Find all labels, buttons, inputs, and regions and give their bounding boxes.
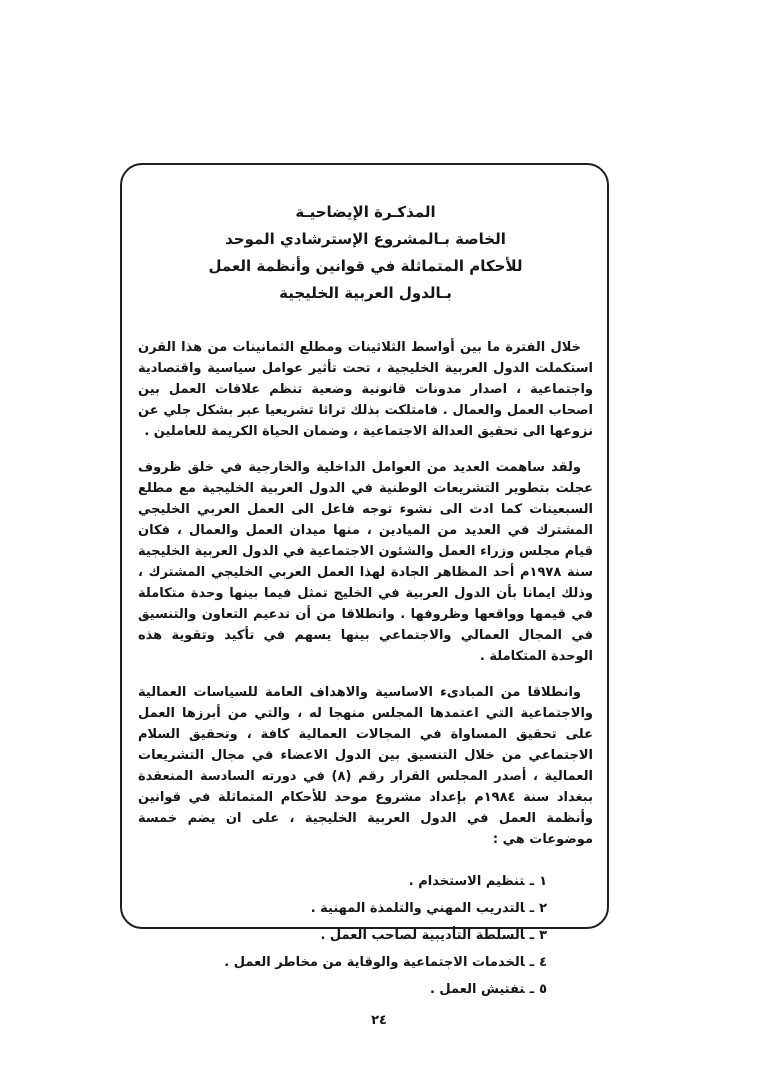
- memo-title: [138, 199, 593, 307]
- list-item-text: تفتيش العمل .: [429, 982, 525, 997]
- list-item: [138, 895, 547, 922]
- list-item: [138, 922, 547, 949]
- paragraph-1: خلال الفترة ما بين أواسط الثلاثينات ومطلع الثمانينات من هذا القرن استكملت الدول العربية الخليجية ، تحت تأثير عوامل سياسية واقتصادية واجتماعية ، اصدار مدونات قانونية وضعية تنظم علاقات العمل بين اصحاب العمل والعمال . فامتلكت بذلك تراثا تشريعيا عبر بشكل جلي عن نزوعها الى تحقيق العدالة الاجتماعية ، وضمان الحياة الكريمة للعاملين .: [138, 340, 593, 439]
- topics-list: [138, 868, 593, 1003]
- list-item-number: ٥: [539, 982, 547, 997]
- memo-body: [138, 337, 593, 1003]
- list-item-dash: ـ: [529, 928, 535, 943]
- memo-title-line-2: الخاصة بـالمشروع الإسترشادي الموحد: [225, 230, 506, 248]
- list-item: [138, 976, 547, 1003]
- list-item-number: ٤: [539, 955, 547, 970]
- list-item: [138, 949, 547, 976]
- list-item-dash: ـ: [529, 874, 535, 889]
- list-item-dash: ـ: [529, 982, 535, 997]
- page-border-frame: [120, 163, 609, 997]
- list-item-text: السلطة التأديبية لصاحب العمل .: [320, 928, 525, 943]
- list-item-number: ١: [539, 874, 547, 889]
- list-item-dash: ـ: [529, 901, 535, 916]
- memo-title-line-4: بـالدول العربية الخليجية: [279, 284, 452, 302]
- list-item-text: التدريب المهني والتلمذة المهنية .: [310, 901, 525, 916]
- memo-title-line-3: للأحكام المتماثلة في قوانين وأنظمة العمل: [208, 257, 523, 275]
- memo-title-line-1: المذكـرة الإيضاحيـة: [295, 203, 436, 221]
- list-item-text: تنظيم الاستخدام .: [408, 874, 525, 889]
- list-item-number: ٢: [539, 901, 547, 916]
- list-item-text: الخدمات الاجتماعية والوقاية من مخاطر العمل .: [224, 955, 525, 970]
- list-item: [138, 868, 547, 895]
- page-number: ٢٤: [371, 1013, 387, 1028]
- paragraph-3: وانطلاقا من المبادىء الاساسية والاهداف العامة للسياسات العمالية والاجتماعية التي اعتمدها المجلس منهجا له ، والتي من أبرزها العمل على تحقيق المساواة في المجالات العمالية كافة ، وتحقيق السلام الاجتماعي من خلال التنسيق بين الدول الاعضاء في مجال التشريعات العمالية ، أصدر المجلس القرار رقم (٨) في دورته السادسة المنعقدة ببغداد سنة ١٩٨٤م بإعداد مشروع موحد للأحكام المتماثلة في قوانين وأنظمة العمل في الدول العربية الخليجية ، على ان يضم خمسة موضوعات هي :: [138, 685, 594, 847]
- list-item-number: ٣: [539, 928, 547, 943]
- paragraph-2: ولقد ساهمت العديد من العوامل الداخلية والخارجية في خلق ظروف عجلت بتطوير التشريعات الوطنية في الدول العربية الخليجية مع مطلع السبعينات كما ادت الى نشوء توجه فاعل الى العمل العربي الخليجي المشترك في العديد من الميادين ، منها ميدان العمل والعمال ، فكان قيام مجلس وزراء العمل والشئون الاجتماعية في الدول العربية الخليجية سنة ١٩٧٨م أحد المظاهر الجادة لهذا العمل العربي الخليجي المشترك ، وذلك ايمانا بأن الدول العربية في الخليج تمثل فيما بينها وحدة متكاملة في قيمها وواقعها وظروفها . وانطلاقا من أن تدعيم التعاون والتنسيق في المجال العمالي والاجتماعي بينها يسهم في تأكيد وتقوية هذه الوحدة المتكاملة .: [138, 460, 593, 664]
- list-item-dash: ـ: [529, 955, 535, 970]
